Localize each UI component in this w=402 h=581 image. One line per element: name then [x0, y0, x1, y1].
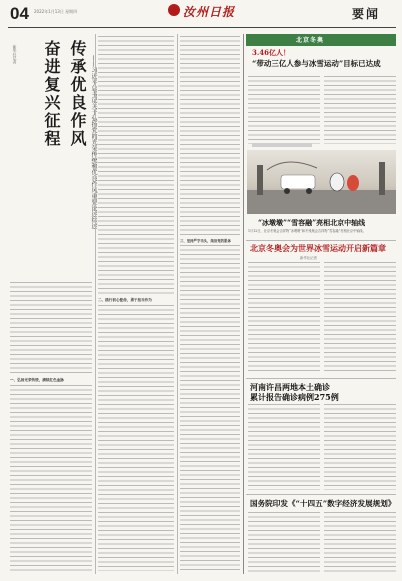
beijing-body-2: [324, 262, 396, 374]
feature-body-col-2: [98, 36, 174, 296]
photo-caption-title: “冰墩墩”“雪容融”亮相北京中轴线: [258, 218, 366, 227]
feature-body-col-3b: [180, 245, 240, 571]
subhead-2: 二、践行初心使命，勇于担当作为: [98, 298, 152, 302]
feature-byline: 新华社记者: [13, 45, 18, 64]
inset-caption: [252, 143, 312, 147]
feature-body-col-1: [10, 282, 92, 375]
henan-headline-1: 河南许昌两地本土确诊: [250, 382, 330, 392]
henan-headline-2: 累计报告确诊病例275例: [250, 392, 339, 402]
henan-body-1: [248, 404, 320, 490]
banner-tag: 北京冬奥: [296, 37, 325, 44]
page-number: 04: [10, 4, 29, 23]
beijing-body-1: [248, 262, 320, 374]
banner-body-1: [248, 76, 320, 144]
header-rule: [8, 27, 396, 28]
divider-2: [246, 378, 396, 379]
divider-3: [246, 494, 396, 495]
feature-body-col-2b: [98, 305, 174, 571]
vertical-subtitle: ——习近平总书记关于弘扬党的光荣传统和优良作风重要论述综述: [90, 55, 97, 229]
masthead-emblem-icon: [168, 4, 180, 16]
divider-1: [246, 240, 396, 241]
section-label: 要闻: [352, 7, 381, 21]
green-banner: [246, 34, 396, 46]
henan-body-2: [324, 404, 396, 490]
photo-caption-body: 1月12日，北京冬奥会吉祥物“冰墩墩”和冬残奥会吉祥物“雪容融”亮相北京中轴线。: [248, 229, 366, 233]
state-body-2: [324, 512, 396, 572]
mascot-photo: [247, 150, 396, 214]
column-rule-2: [177, 34, 178, 574]
vertical-title-1: 传承优良作风: [68, 40, 87, 148]
state-body-1: [248, 512, 320, 572]
masthead: 汝州日报: [183, 5, 236, 19]
column-rule-1: [95, 34, 96, 574]
beijing-byline: 新华社记者: [300, 256, 317, 260]
banner-kicker: 3.46亿人！: [252, 48, 291, 57]
photo-scene-icon: [247, 150, 396, 214]
feature-body-col-3: [180, 36, 240, 236]
beijing-headline: 北京冬奥会为世界冰雪运动开启新篇章: [250, 243, 386, 253]
feature-body-col-1b: [10, 385, 92, 571]
state-headline: 国务院印发《“十四五”数字经济发展规划》: [250, 499, 396, 508]
vertical-title-2: 奋进复兴征程: [42, 40, 61, 148]
page-header: [0, 0, 402, 30]
banner-headline: “带动三亿人参与冰雪运动”目标已达成: [252, 59, 381, 68]
banner-body-2: [324, 76, 396, 144]
column-rule-3: [243, 34, 244, 574]
subhead-3: 三、坚持严字当头，纯洁党的肌体: [180, 239, 231, 243]
date-line: 2022年1月13日 星期四: [34, 9, 78, 14]
subhead-1: 一、弘扬光荣传统，赓续红色血脉: [10, 378, 64, 382]
feature-title-block: [8, 40, 97, 270]
